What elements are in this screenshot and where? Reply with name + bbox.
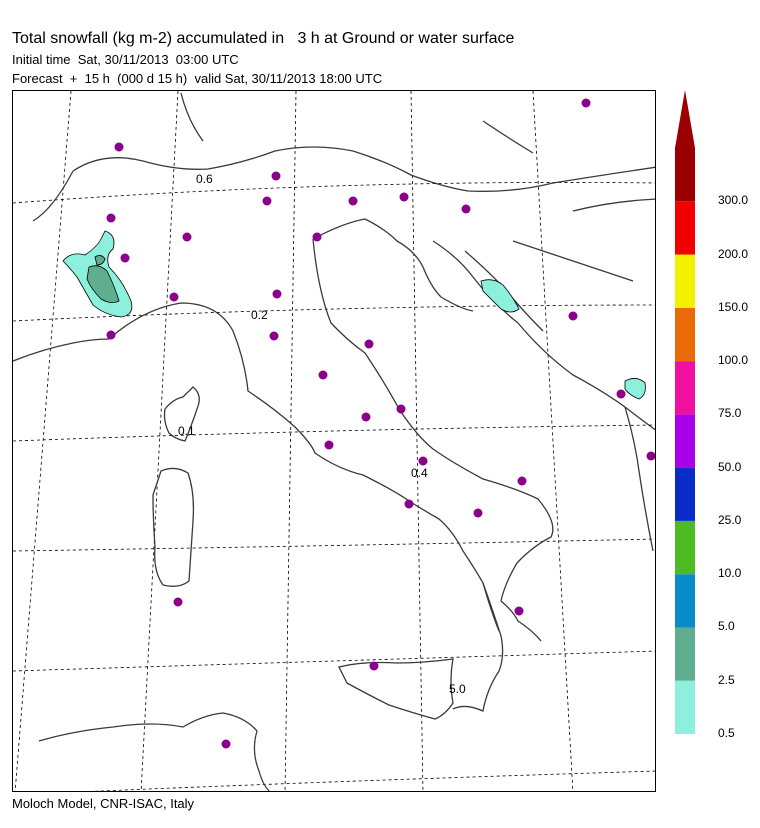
station-marker (419, 457, 428, 466)
station-marker (170, 293, 179, 302)
station-marker (400, 193, 409, 202)
station-marker (617, 390, 626, 399)
snowfall-map (12, 90, 656, 792)
station-marker (313, 233, 322, 242)
station-marker (270, 332, 279, 341)
colorbar-segment (675, 681, 695, 734)
colorbar-label: 10.0 (718, 566, 742, 581)
colorbar-label: 100.0 (718, 353, 749, 368)
station-marker (272, 172, 281, 181)
station-marker (370, 662, 379, 671)
station-marker (397, 405, 406, 414)
station-marker (273, 290, 282, 299)
colorbar-segment (675, 148, 695, 201)
colorbar-label: 25.0 (718, 512, 742, 527)
station-marker (582, 99, 591, 108)
snow-area-croatia (481, 280, 519, 312)
colorbar-segment (675, 361, 695, 414)
station-marker (569, 312, 578, 321)
graticule (13, 91, 656, 792)
colorbar-segment (675, 414, 695, 467)
colorbar-label: 2.5 (718, 672, 735, 687)
colorbar-segment (675, 468, 695, 521)
station-marker (115, 143, 124, 152)
station-marker (174, 598, 183, 607)
contour-label: 0.2 (251, 308, 268, 322)
italy-east-coast (313, 239, 553, 641)
colorbar-label: 75.0 (718, 406, 742, 421)
contour-label: 0.1 (178, 424, 195, 438)
station-marker (183, 233, 192, 242)
forecast-valid-time: Forecast + 15 h (000 d 15 h) valid Sat, 30/11/2013 18:00 UTC (12, 71, 383, 86)
initial-time: Initial time Sat, 30/11/2013 03:00 UTC (12, 52, 239, 67)
map-title: Total snowfall (kg m-2) accumulated in 3 h at Ground or water surface (12, 30, 515, 47)
station-marker (319, 371, 328, 380)
station-marker (362, 413, 371, 422)
station-marker (222, 740, 231, 749)
contour-label: 5.0 (449, 682, 466, 696)
model-credit: Moloch Model, CNR-ISAC, Italy (12, 796, 195, 811)
station-marker (365, 340, 374, 349)
contour-label: 0.4 (411, 466, 428, 480)
colorbar-label: 5.0 (718, 619, 735, 634)
station-marker (474, 509, 483, 518)
station-marker (462, 205, 471, 214)
snow-area-albania (625, 378, 645, 399)
colorbar-segment (675, 521, 695, 574)
sicily (339, 659, 453, 719)
station-marker (349, 197, 358, 206)
colorbar-segment (675, 255, 695, 308)
colorbar-label: 200.0 (718, 246, 749, 261)
italy-west-coast (109, 303, 503, 711)
contour-label: 0.6 (196, 172, 213, 186)
coastlines (13, 93, 656, 792)
snow-area-west-alps (63, 231, 132, 317)
station-marker (405, 500, 414, 509)
colorbar-label: 150.0 (718, 299, 749, 314)
station-marker (107, 331, 116, 340)
snow-0.5-patch (625, 378, 645, 399)
station-marker (121, 254, 130, 263)
colorbar-segment (675, 201, 695, 254)
colorbar (675, 90, 755, 740)
snow-0.5-patch (481, 280, 519, 312)
colorbar-segment (675, 308, 695, 361)
station-marker (515, 607, 524, 616)
colorbar-segment (675, 574, 695, 627)
colorbar-segment (675, 627, 695, 680)
sardinia (153, 468, 193, 586)
colorbar-label: 50.0 (718, 459, 742, 474)
station-marker (518, 477, 527, 486)
station-marker (263, 197, 272, 206)
station-marker (325, 441, 334, 450)
colorbar-arrow (675, 90, 695, 148)
colorbar-label: 0.5 (718, 726, 735, 740)
station-marker (107, 214, 116, 223)
station-marker (647, 452, 656, 461)
colorbar-label: 300.0 (718, 193, 749, 208)
